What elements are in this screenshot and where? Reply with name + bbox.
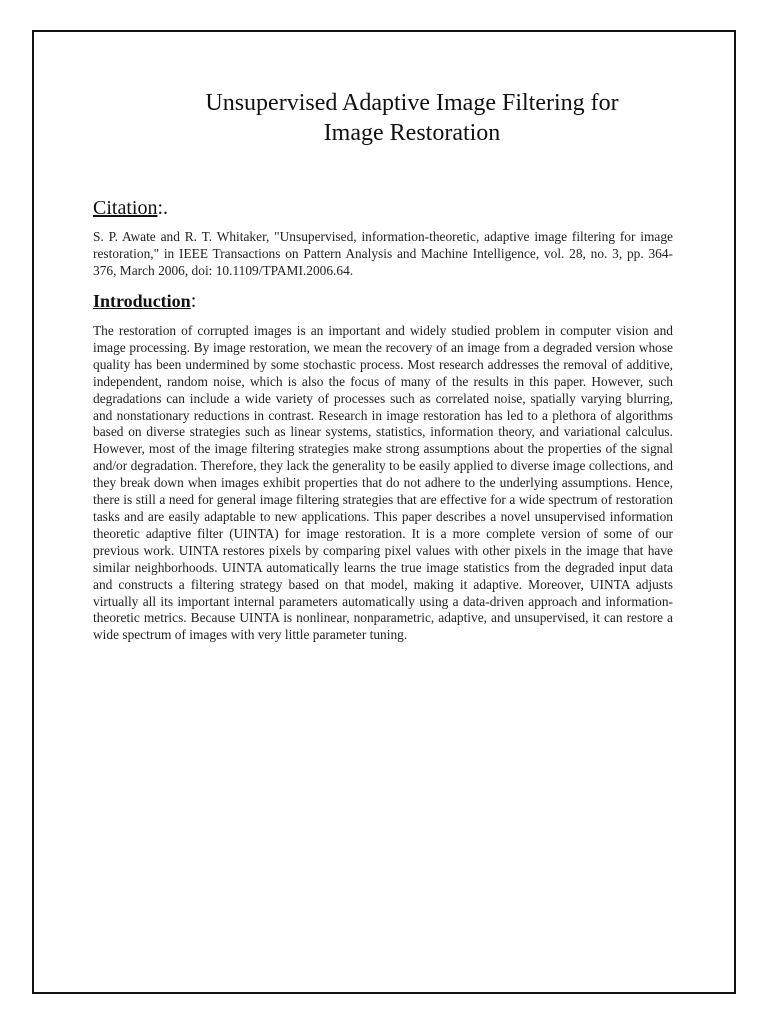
introduction-heading-label: Introduction <box>93 291 191 311</box>
citation-heading-label: Citation <box>93 197 158 219</box>
citation-heading-suffix: :. <box>157 197 169 219</box>
title-line-1: Unsupervised Adaptive Image Filtering for <box>205 90 619 116</box>
introduction-text: The restoration of corrupted images is an important and widely studied problem in computer vision and image processing. By image restoration, we mean the recovery of an image from a degraded version whose quality has been undermined by some stochastic process. Most research addresses the removal of additive, independent, random noise, which is also the focus of many of the results in this paper. However, such degradations can include a wide variety of processes such as correlated noise, spatially varying blurring, and nonstationary reductions in contrast. Research in image restoration has led to a plethora of algorithms based on diverse strategies such as linear systems, statistics, information theory, and variational calculus. However, most of the image filtering strategies make strong assumptions about the properties of the signal and/or degradation. Therefore, they lack the generality to be easily applied to diverse image collections, and they break down when images exhibit properties that do not adhere to the underlying assumptions. Hence, there is still a need for general image filtering strategies that are effective for a wide spectrum of restoration tasks and are easily adaptable to new applications. This paper describes a novel unsupervised information theoretic adaptive filter (UINTA) for image restoration. It is a more complete version of some of our previous work. UINTA restores pixels by comparing pixel values with other pixels in the image that have similar neighborhoods. UINTA automatically learns the true image statistics from the degraded input data and constructs a filtering strategy based on that model, making it adaptive. Moreover, UINTA adjusts virtually all its important internal parameters automatically using a data-driven approach and information-theoretic metrics. Because UINTA is nonlinear, nonparametric, adaptive, and unsupervised, it can restore a wide spectrum of images with very little parameter tuning. <box>93 323 673 643</box>
introduction-heading-suffix: : <box>190 290 197 312</box>
document-title <box>60 88 764 148</box>
citation-heading <box>93 196 168 220</box>
citation-text: S. P. Awate and R. T. Whitaker, "Unsupervised, information-theoretic, adaptive image filtering for image restoration," in IEEE Transactions on Pattern Analysis and Machine Intelligence, vol. 28, no. 3, pp. 364-376, March 2006, doi: 10.1109/TPAMI.2006.64. <box>93 229 673 278</box>
title-line-2: Image Restoration <box>323 120 501 146</box>
introduction-heading <box>93 290 196 312</box>
